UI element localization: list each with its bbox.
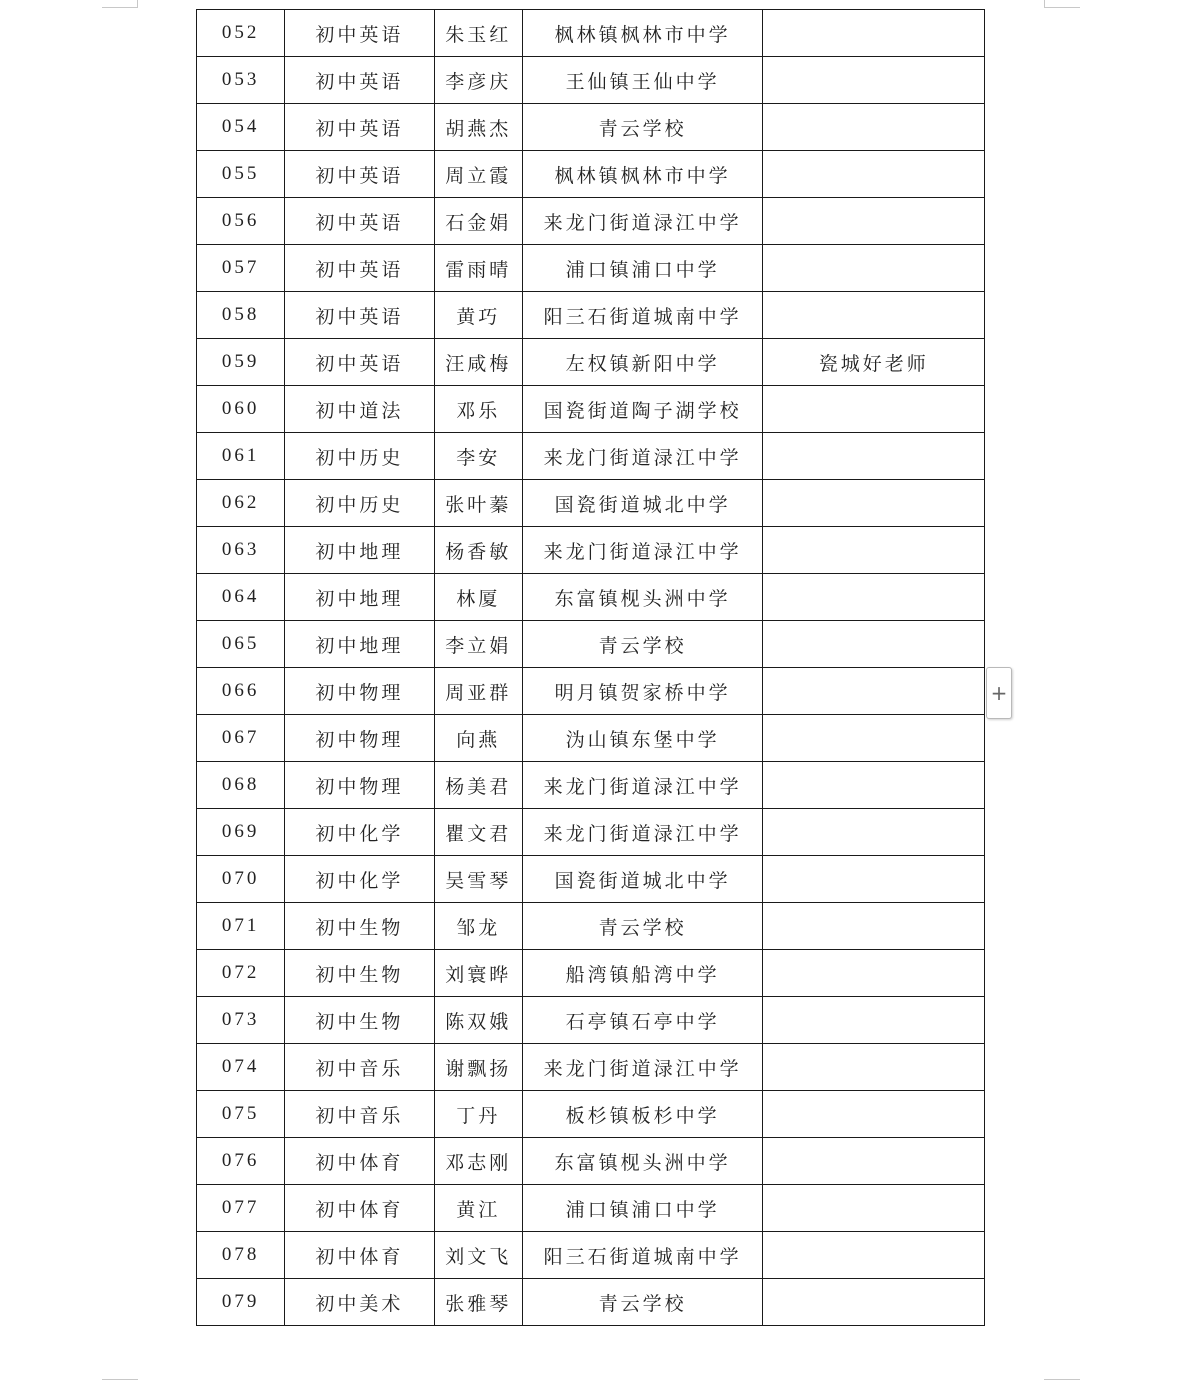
cell-name[interactable]: 周立霞 [434,151,522,198]
cell-school[interactable]: 国瓷街道陶子湖学校 [522,386,763,433]
cell-subject[interactable]: 初中音乐 [285,1091,434,1138]
cell-subject[interactable]: 初中化学 [285,809,434,856]
cell-number[interactable]: 052 [197,10,285,57]
cell-honor[interactable] [763,480,985,527]
cell-number[interactable]: 073 [197,997,285,1044]
cell-number[interactable]: 074 [197,1044,285,1091]
table-row [197,621,985,668]
cell-school[interactable]: 阳三石街道城南中学 [522,292,763,339]
table-row [197,480,985,527]
cell-number[interactable]: 078 [197,1232,285,1279]
cell-number[interactable]: 058 [197,292,285,339]
table-row [197,10,985,57]
cell-honor[interactable] [763,809,985,856]
table-row [197,1044,985,1091]
table-row [197,1279,985,1326]
cell-school[interactable]: 来龙门街道渌江中学 [522,1044,763,1091]
table-row [197,527,985,574]
cell-honor[interactable] [763,856,985,903]
cell-name[interactable]: 张雅琴 [434,1279,522,1326]
cell-honor[interactable] [763,574,985,621]
cell-school[interactable]: 来龙门街道渌江中学 [522,762,763,809]
cell-number[interactable]: 057 [197,245,285,292]
cell-subject[interactable]: 初中生物 [285,997,434,1044]
cell-school[interactable]: 船湾镇船湾中学 [522,950,763,997]
cell-honor[interactable] [763,1138,985,1185]
page-corner-mark [1044,7,1080,9]
cell-school[interactable]: 板杉镇板杉中学 [522,1091,763,1138]
cell-subject[interactable]: 初中英语 [285,198,434,245]
cell-number[interactable]: 062 [197,480,285,527]
cell-honor[interactable] [763,292,985,339]
cell-name[interactable]: 邓乐 [434,386,522,433]
cell-name[interactable]: 胡燕杰 [434,104,522,151]
page-corner-mark [1044,0,1046,8]
cell-honor[interactable] [763,997,985,1044]
cell-number[interactable]: 054 [197,104,285,151]
table-row [197,1138,985,1185]
cell-number[interactable]: 079 [197,1279,285,1326]
cell-subject[interactable]: 初中英语 [285,245,434,292]
cell-number[interactable]: 070 [197,856,285,903]
cell-school[interactable]: 来龙门街道渌江中学 [522,433,763,480]
cell-name[interactable]: 向燕 [434,715,522,762]
table-body [197,10,985,1326]
cell-number[interactable]: 053 [197,57,285,104]
cell-name[interactable]: 杨香敏 [434,527,522,574]
cell-subject[interactable]: 初中体育 [285,1232,434,1279]
cell-subject[interactable]: 初中道法 [285,386,434,433]
cell-name[interactable]: 张叶蓁 [434,480,522,527]
cell-school[interactable]: 东富镇枧头洲中学 [522,574,763,621]
cell-subject[interactable]: 初中英语 [285,104,434,151]
cell-subject[interactable]: 初中美术 [285,1279,434,1326]
cell-number[interactable]: 056 [197,198,285,245]
table-row [197,762,985,809]
cell-subject[interactable]: 初中生物 [285,903,434,950]
cell-school[interactable]: 王仙镇王仙中学 [522,57,763,104]
cell-name[interactable]: 邹龙 [434,903,522,950]
table-row [197,1185,985,1232]
table-row [197,668,985,715]
cell-name[interactable]: 汪咸梅 [434,339,522,386]
cell-school[interactable]: 青云学校 [522,1279,763,1326]
cell-name[interactable]: 雷雨晴 [434,245,522,292]
cell-name[interactable]: 邓志刚 [434,1138,522,1185]
cell-subject[interactable]: 初中物理 [285,762,434,809]
cell-subject[interactable]: 初中英语 [285,57,434,104]
cell-honor[interactable] [763,1091,985,1138]
cell-subject[interactable]: 初中物理 [285,668,434,715]
cell-honor[interactable] [763,1279,985,1326]
cell-name[interactable]: 黄巧 [434,292,522,339]
plus-icon: + [990,681,1008,705]
cell-school[interactable]: 青云学校 [522,621,763,668]
table-row [197,950,985,997]
cell-name[interactable]: 石金娟 [434,198,522,245]
page-corner-mark [137,0,139,8]
cell-subject[interactable]: 初中物理 [285,715,434,762]
cell-name[interactable]: 李立娟 [434,621,522,668]
cell-subject[interactable]: 初中生物 [285,950,434,997]
table-row [197,903,985,950]
cell-name[interactable]: 刘文飞 [434,1232,522,1279]
table-row [197,809,985,856]
cell-number[interactable]: 063 [197,527,285,574]
cell-subject[interactable]: 初中体育 [285,1185,434,1232]
cell-subject[interactable]: 初中英语 [285,292,434,339]
cell-honor[interactable] [763,668,985,715]
cell-name[interactable]: 瞿文君 [434,809,522,856]
cell-number[interactable]: 066 [197,668,285,715]
cell-honor[interactable] [763,1185,985,1232]
add-row-button[interactable] [986,667,1012,719]
cell-name[interactable]: 丁丹 [434,1091,522,1138]
cell-honor[interactable] [763,762,985,809]
cell-number[interactable]: 061 [197,433,285,480]
cell-subject[interactable]: 初中历史 [285,433,434,480]
cell-school[interactable]: 石亭镇石亭中学 [522,997,763,1044]
cell-number[interactable]: 075 [197,1091,285,1138]
cell-honor[interactable] [763,57,985,104]
cell-school[interactable]: 枫林镇枫林市中学 [522,151,763,198]
table-row [197,386,985,433]
cell-school[interactable]: 枫林镇枫林市中学 [522,10,763,57]
page-corner-mark [1044,1379,1080,1381]
cell-school[interactable]: 青云学校 [522,903,763,950]
table-row [197,574,985,621]
table-row [197,292,985,339]
cell-honor[interactable] [763,198,985,245]
cell-honor[interactable] [763,104,985,151]
cell-number[interactable]: 067 [197,715,285,762]
cell-school[interactable]: 东富镇枧头洲中学 [522,1138,763,1185]
table-row [197,151,985,198]
cell-subject[interactable]: 初中地理 [285,574,434,621]
cell-number[interactable]: 072 [197,950,285,997]
cell-name[interactable]: 吴雪琴 [434,856,522,903]
table-row [197,198,985,245]
cell-name[interactable]: 周亚群 [434,668,522,715]
cell-name[interactable]: 李彦庆 [434,57,522,104]
cell-number[interactable]: 055 [197,151,285,198]
table-row [197,856,985,903]
cell-subject[interactable]: 初中英语 [285,151,434,198]
cell-honor[interactable] [763,386,985,433]
page-corner-mark [102,1379,138,1381]
cell-honor[interactable] [763,1044,985,1091]
cell-honor[interactable] [763,621,985,668]
cell-number[interactable]: 060 [197,386,285,433]
cell-school[interactable]: 浦口镇浦口中学 [522,245,763,292]
table-row [197,1091,985,1138]
teacher-list-table [196,9,985,1326]
table-row [197,1232,985,1279]
cell-honor[interactable] [763,10,985,57]
table-row [197,997,985,1044]
cell-number[interactable]: 064 [197,574,285,621]
table-row [197,433,985,480]
cell-name[interactable]: 刘寰晔 [434,950,522,997]
cell-subject[interactable]: 初中体育 [285,1138,434,1185]
cell-honor[interactable] [763,151,985,198]
cell-honor[interactable] [763,527,985,574]
table-row [197,104,985,151]
cell-school[interactable]: 来龙门街道渌江中学 [522,527,763,574]
cell-subject[interactable]: 初中英语 [285,10,434,57]
cell-school[interactable]: 来龙门街道渌江中学 [522,198,763,245]
page-corner-mark [102,7,138,9]
cell-school[interactable]: 沩山镇东堡中学 [522,715,763,762]
cell-honor[interactable]: 瓷城好老师 [763,339,985,386]
cell-school[interactable]: 左权镇新阳中学 [522,339,763,386]
cell-number[interactable]: 069 [197,809,285,856]
cell-number[interactable]: 065 [197,621,285,668]
cell-subject[interactable]: 初中历史 [285,480,434,527]
cell-honor[interactable] [763,950,985,997]
table-row [197,245,985,292]
cell-name[interactable]: 陈双娥 [434,997,522,1044]
cell-honor[interactable] [763,433,985,480]
cell-name[interactable]: 李安 [434,433,522,480]
table-row [197,339,985,386]
cell-honor[interactable] [763,1232,985,1279]
cell-school[interactable]: 青云学校 [522,104,763,151]
cell-number[interactable]: 071 [197,903,285,950]
cell-honor[interactable] [763,903,985,950]
cell-honor[interactable] [763,715,985,762]
cell-school[interactable]: 来龙门街道渌江中学 [522,809,763,856]
table-row [197,57,985,104]
cell-school[interactable]: 国瓷街道城北中学 [522,856,763,903]
cell-subject[interactable]: 初中音乐 [285,1044,434,1091]
cell-school[interactable]: 国瓷街道城北中学 [522,480,763,527]
cell-subject[interactable]: 初中化学 [285,856,434,903]
cell-name[interactable]: 杨美君 [434,762,522,809]
cell-name[interactable]: 黄江 [434,1185,522,1232]
cell-name[interactable]: 林厦 [434,574,522,621]
cell-school[interactable]: 明月镇贺家桥中学 [522,668,763,715]
table-row [197,715,985,762]
cell-number[interactable]: 059 [197,339,285,386]
cell-name[interactable]: 朱玉红 [434,10,522,57]
cell-subject[interactable]: 初中地理 [285,527,434,574]
cell-subject[interactable]: 初中地理 [285,621,434,668]
cell-number[interactable]: 077 [197,1185,285,1232]
cell-number[interactable]: 068 [197,762,285,809]
cell-name[interactable]: 谢飘扬 [434,1044,522,1091]
cell-number[interactable]: 076 [197,1138,285,1185]
cell-honor[interactable] [763,245,985,292]
cell-school[interactable]: 浦口镇浦口中学 [522,1185,763,1232]
cell-school[interactable]: 阳三石街道城南中学 [522,1232,763,1279]
cell-subject[interactable]: 初中英语 [285,339,434,386]
